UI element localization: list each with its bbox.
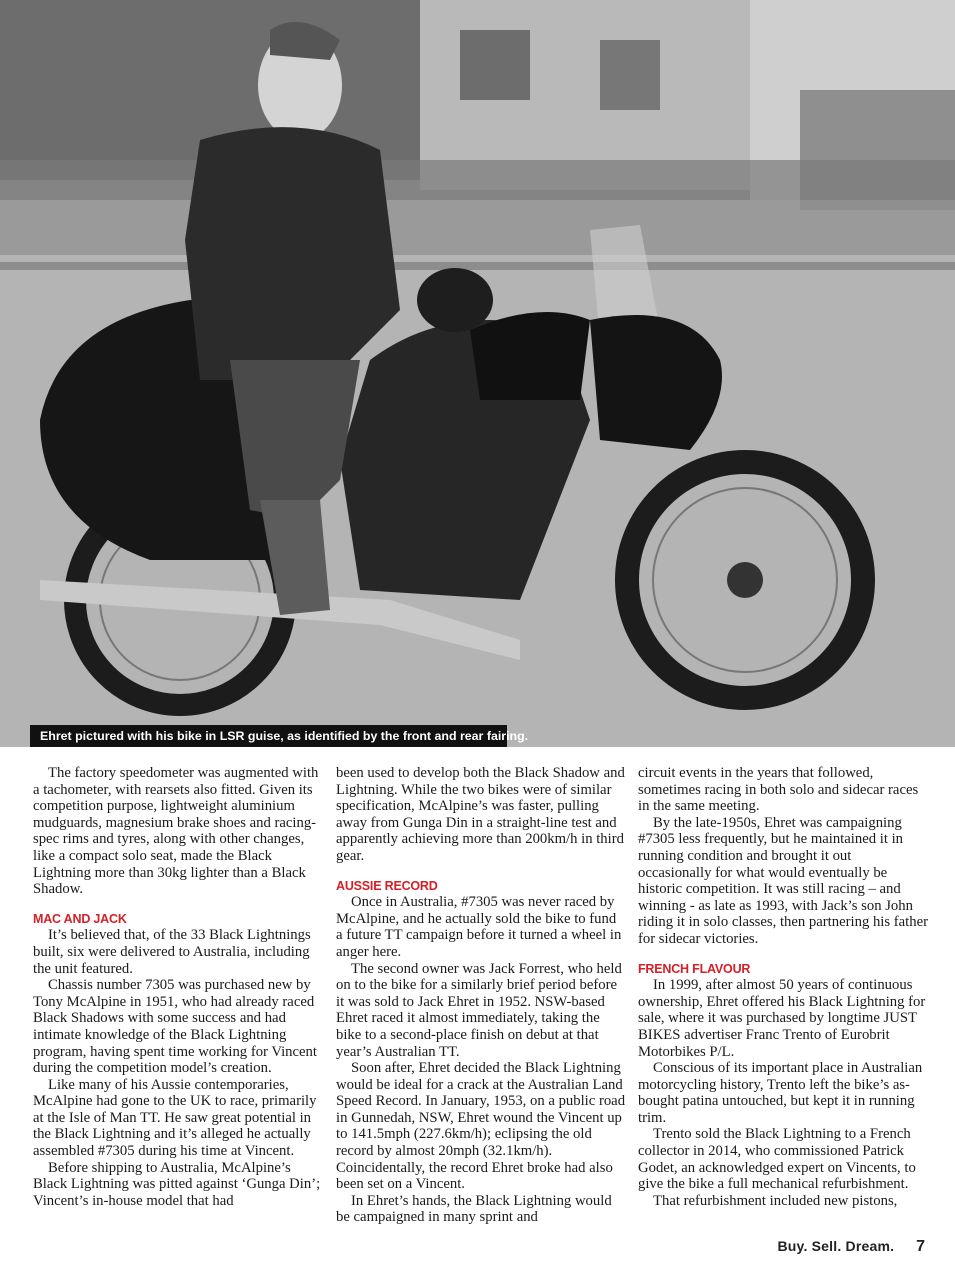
hedge — [0, 160, 955, 200]
body-paragraph: Before shipping to Australia, McAlpine’s Black Lightning was pitted against ‘Gunga Din’; Vincent’s in-house model that had — [33, 1159, 321, 1209]
body-paragraph: Soon after, Ehret decided the Black Lightning would be ideal for a crack at the Australian Land Speed Record. In January, 1953, on a public road in Gunnedah, NSW, Ehret wound the Vincent up to 141.5mph (227.6km/h); eclipsing the old record by almost 20mph (32.1km/h). Coincidentally, the record Ehret broke had also been set on a Vincent. — [336, 1060, 626, 1193]
text-column-1 — [33, 765, 323, 1209]
body-paragraph: been used to develop both the Black Shadow and Lightning. While the two bikes were of similar specification, McAlpine’s was faster, pulling away from Gunga Din in a straight-line test and apparently achieving more than 200km/h in third gear. — [336, 765, 625, 864]
photo-caption: Ehret pictured with his bike in LSR guise, as identified by the front and rear fairing. — [30, 725, 507, 747]
text-column-3 — [638, 765, 928, 1209]
body-paragraph: Trento sold the Black Lightning to a French collector in 2014, who commissioned Patrick Godet, an acknowledged expert on Vincents, to give the bike a full mechanical refurbishment. — [638, 1126, 916, 1193]
body-paragraph: circuit events in the years that followed, sometimes racing in both solo and sidecar races in the same meeting. — [638, 765, 919, 815]
footer-slogan: Buy. Sell. Dream. — [777, 1238, 895, 1254]
building-window — [460, 30, 530, 100]
body-paragraph: By the late-1950s, Ehret was campaigning #7305 less frequently, but he maintained it in running condition and brought it out occasionally for what would eventually be historic competition. It was still racing – and winning - as late as 1993, with Jack’s son John riding it in solo classes, then partnering his father for sidecar victories. — [638, 814, 929, 947]
body-paragraph: Chassis number 7305 was purchased new by Tony McAlpine in 1951, who had already raced Black Shadows with some success and had intimate knowledge of the Black Lightning program, having spent time working for Vincent during the competition model’s creation. — [33, 977, 317, 1077]
page-footer — [777, 1238, 925, 1256]
building-window — [600, 40, 660, 110]
section-heading: FRENCH FLAVOUR — [638, 961, 751, 976]
helmet — [417, 268, 493, 332]
body-paragraph: Once in Australia, #7305 was never raced by McAlpine, and he actually sold the bike to fund a future TT campaign before it turned a wheel in anger here. — [336, 894, 622, 960]
body-paragraph: In 1999, after almost 50 years of continuous ownership, Ehret offered his Black Lightning for sale, where it was purchased by longtime JUST BIKES advertiser Franc Trento of Eurobrit Motorbikes P/L. — [638, 977, 926, 1060]
front-hub — [727, 562, 763, 598]
body-paragraph: Like many of his Aussie contemporaries, McAlpine had gone to the UK to race, primarily at the Isle of Man TT. He saw great potential in the Black Lightning and it’s alleged he actually assembled #7305 during his time at Vincent. — [33, 1076, 317, 1160]
body-paragraph: The factory speedometer was augmented with a tachometer, with rearsets also fitted. Given its competition purpose, lightweight aluminium mudguards, magnesium brake shoes and racing-spec rims and tyres, along with other changes, like a compact solo seat, made the Black Lightning more than 30kg lighter than a Black Shadow. — [33, 765, 319, 898]
body-paragraph: It’s believed that, of the 33 Black Lightnings built, six were delivered to Australia, including the unit featured. — [33, 927, 311, 977]
section-heading: MAC AND JACK — [33, 911, 127, 926]
section-heading: AUSSIE RECORD — [336, 878, 438, 893]
kerb — [0, 262, 955, 270]
body-paragraph: Conscious of its important place in Australian motorcycling history, Trento left the bike’s as-bought patina untouched, but kept it in running trim. — [638, 1060, 923, 1126]
body-paragraph: That refurbishment included new pistons, — [653, 1192, 898, 1209]
text-column-2 — [336, 765, 626, 1226]
body-paragraph: The second owner was Jack Forrest, who held on to the bike for a similarly brief period before it was sold to Jack Ehret in 1952. NSW-based Ehret raced it almost immediately, taking the bike to a second-place finish on debut at that year’s Australian TT. — [336, 960, 622, 1060]
rider-jacket — [185, 127, 400, 380]
fuel-tank — [470, 312, 590, 400]
body-paragraph: In Ehret’s hands, the Black Lightning would be campaigned in many sprint and — [336, 1192, 612, 1226]
page-number: 7 — [916, 1238, 925, 1255]
